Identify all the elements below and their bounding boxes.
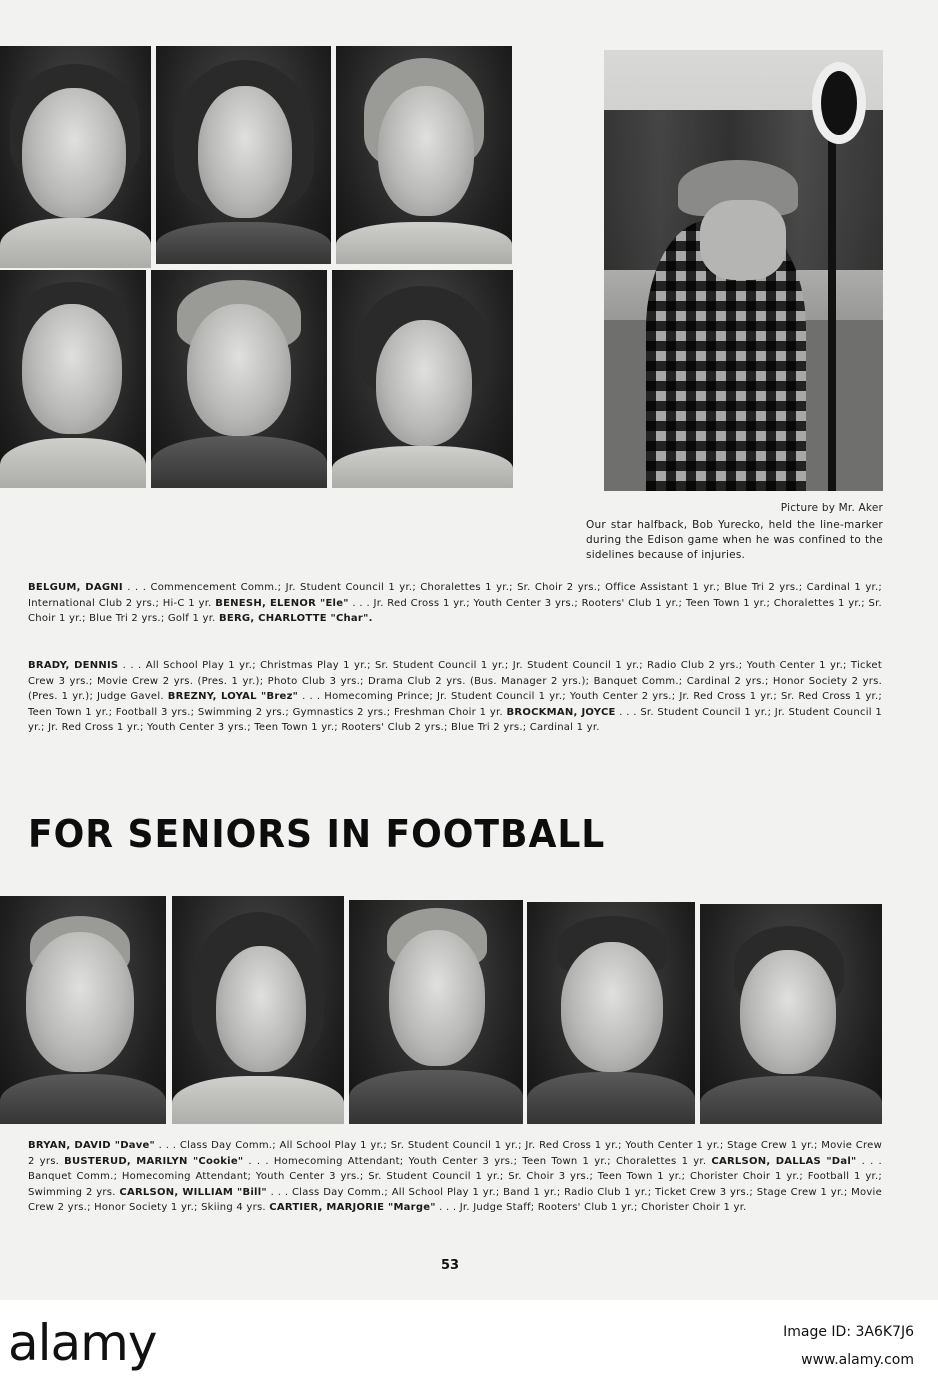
- student-name: BUSTERUD, MARILYN "Cookie": [64, 1155, 244, 1167]
- student-activities: . . . Commencement Comm.; Jr. Student Council 1 yr.; Choralettes 1 yr.; Sr. Choir 2 yrs.; Office Assistant 1 yr.; Blue Tri 2 yrs.; Cardinal 1 yr.; International Club 2 yrs.; Hi-C 1 yr.: [28, 582, 882, 609]
- student-name: CARLSON, WILLIAM "Bill": [119, 1186, 267, 1198]
- student-activities: . . . Homecoming Prince; Jr. Student Council 1 yr.; Youth Center 2 yrs.; Jr. Red Cross 1 yr.; Sr. Red Cross 1 yr.; Teen Town 1 yr.; Football 3 yrs.; Swimming 2 yrs.; Gymnastics 2 yrs.; Freshman Choir 1 yr.: [28, 691, 882, 718]
- student-name: BELGUM, DAGNI: [28, 582, 123, 593]
- student-name: BREZNY, LOYAL "Brez": [167, 691, 299, 702]
- student-name: BRYAN, DAVID "Dave": [28, 1140, 156, 1151]
- student-activities: . . . Banquet Comm.; Homecoming Attendant; Youth Center 3 yrs.; Sr. Student Council 1 yr.; Sr. Choir 3 yrs.; Teen Town 1 yr.; Chorister Choir 1 yr.; Football 1 yr.; Swimming 2 yrs.: [28, 1155, 882, 1198]
- portrait-photo: [0, 270, 146, 488]
- portrait-photo: [527, 902, 695, 1124]
- portrait-photo: [0, 896, 166, 1124]
- portrait-photo: [172, 896, 344, 1124]
- portrait-photo: [156, 46, 331, 264]
- photo-credit: Picture by Mr. Aker: [780, 502, 883, 514]
- student-name: BRADY, DENNIS: [28, 660, 119, 671]
- student-name: BROCKMAN, JOYCE: [506, 706, 616, 718]
- image-id: Image ID: 3A6K7J6: [783, 1324, 914, 1340]
- portrait-photo: [336, 46, 512, 264]
- student-activities: . . . Jr. Judge Staff; Rooters' Club 1 yr.; Chorister Choir 1 yr.: [435, 1202, 747, 1213]
- student-activities: . . . Homecoming Attendant; Youth Center 3 yrs.; Teen Town 1 yr.; Choralettes 1 yr.: [243, 1155, 712, 1167]
- halfback-photo: [604, 50, 883, 491]
- student-activities: . . . Jr. Red Cross 1 yr.; Youth Center 3 yrs.; Rooters' Club 1 yr.; Teen Town 1 yr.; Choralettes 1 yr.; Sr. Choir 1 yr.; Blue Tri 2 yrs.; Golf 1 yr.: [28, 597, 882, 624]
- student-activities: . . . Class Day Comm.; All School Play 1 yr.; Sr. Student Council 1 yr.; Jr. Red Cross 1 yr.; Youth Center 1 yr.; Stage Crew 1 yr.; Movie Crew 2 yrs.: [28, 1140, 882, 1167]
- student-activities: . . . All School Play 1 yr.; Christmas Play 1 yr.; Sr. Student Council 1 yr.; Jr. Student Council 1 yr.; Radio Club 2 yrs.; Youth Center 1 yr.; Ticket Crew 3 yrs.; Movie Crew 2 yrs. (Pres. 1 yr.); Photo Club 3 yrs.; Drama Club 2 yrs. (Bus. Manager 2 yrs.); Banquet Comm.; Cardinal 2 yrs.; Honor Society 2 yrs. (Pres. 1 yr.); Judge Gavel.: [28, 660, 882, 702]
- student-activities: . . . Sr. Student Council 1 yr.; Jr. Student Council 1 yr.; Jr. Red Cross 1 yr.; Youth Center 3 yrs.; Teen Town 1 yr.; Rooters' Club 2 yrs.; Blue Tri 2 yrs.; Cardinal 1 yr.: [28, 706, 883, 733]
- student-name: BENESH, ELENOR "Ele": [215, 597, 349, 609]
- portrait-photo: [0, 46, 151, 268]
- bio-paragraph-3: [28, 1138, 882, 1216]
- photo-caption: Our star halfback, Bob Yurecko, held the line-marker during the Edison game when he was confined to the sidelines because of injuries.: [586, 519, 883, 561]
- page-number: 53: [440, 1258, 460, 1273]
- student-name: CARTIER, MARJORIE "Marge": [269, 1202, 436, 1213]
- bio-paragraph-1: [28, 580, 882, 627]
- student-name: CARLSON, DALLAS "Dal": [711, 1155, 857, 1167]
- stock-banner: [0, 1300, 938, 1390]
- section-headline: FOR SENIORS IN FOOTBALL: [28, 812, 606, 856]
- portrait-photo: [700, 904, 882, 1124]
- bio-paragraph-2: [28, 658, 882, 736]
- portrait-photo: [349, 900, 523, 1124]
- student-activities: . . . Class Day Comm.; All School Play 1 yr.; Band 1 yr.; Radio Club 1 yr.; Ticket Crew 3 yrs.; Stage Crew 1 yr.; Movie Crew 2 yrs.; Honor Society 1 yr.; Skiing 4 yrs.: [28, 1186, 882, 1213]
- portrait-photo: [151, 270, 327, 488]
- stock-logo: alamy: [8, 1314, 157, 1372]
- student-name: BERG, CHARLOTTE "Char".: [219, 613, 373, 624]
- portrait-photo: [332, 270, 513, 488]
- stock-url: www.alamy.com: [801, 1352, 914, 1368]
